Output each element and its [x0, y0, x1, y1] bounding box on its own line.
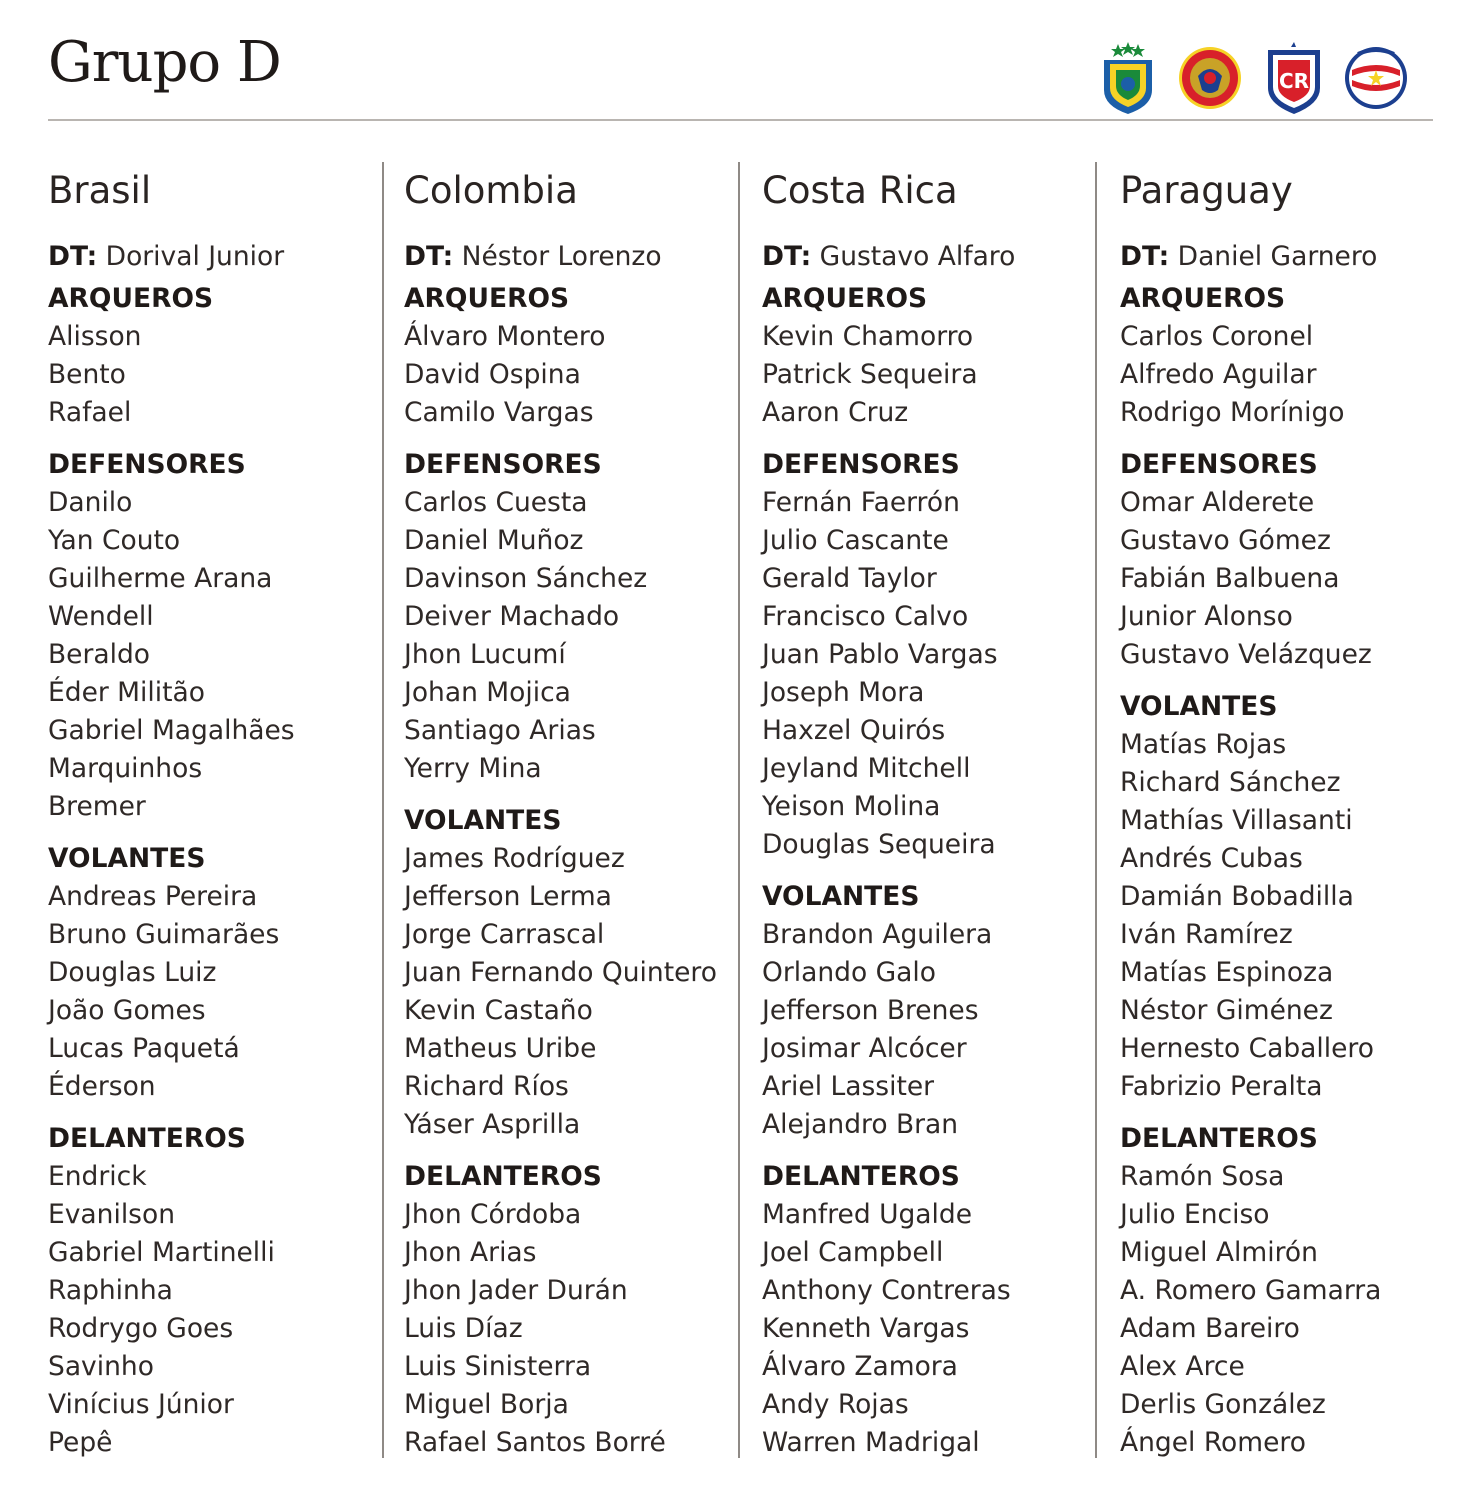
player-name: Jhon Lucumí	[404, 639, 566, 670]
player-name: Orlando Galo	[762, 957, 936, 988]
player-name: Douglas Sequeira	[762, 829, 996, 860]
player-name: Danilo	[48, 487, 133, 518]
player-name: Savinho	[48, 1351, 154, 1382]
player-name: Jhon Córdoba	[404, 1199, 582, 1230]
player-name: Bremer	[48, 791, 146, 822]
player-name: Evanilson	[48, 1199, 176, 1230]
player-name: Santiago Arias	[404, 715, 596, 746]
position-heading: DEFENSORES	[48, 449, 246, 480]
player-name: Yan Couto	[48, 525, 181, 556]
position-heading: DELANTEROS	[404, 1161, 602, 1192]
player-name: Marquinhos	[48, 753, 203, 784]
player-name: Beraldo	[48, 639, 151, 670]
team-column-brasil	[48, 168, 388, 1462]
position-heading: DELANTEROS	[1120, 1123, 1318, 1154]
team-column-paraguay	[1120, 168, 1459, 1462]
player-name: Yáser Asprilla	[404, 1109, 581, 1140]
player-name: Endrick	[48, 1161, 147, 1192]
team-column-colombia	[404, 168, 744, 1462]
player-name: Julio Enciso	[1120, 1199, 1270, 1230]
position-heading: DEFENSORES	[404, 449, 602, 480]
player-name: Kenneth Vargas	[762, 1313, 970, 1344]
position-heading: DEFENSORES	[762, 449, 960, 480]
player-name: Fabrizio Peralta	[1120, 1071, 1323, 1102]
player-name: Éderson	[48, 1071, 156, 1102]
team-name: Paraguay	[1120, 169, 1293, 212]
player-name: Gerald Taylor	[762, 563, 937, 594]
team-name: Colombia	[404, 169, 578, 212]
player-name: Jefferson Brenes	[762, 995, 979, 1026]
player-name: Hernesto Caballero	[1120, 1033, 1374, 1064]
team-name: Brasil	[48, 169, 152, 212]
player-name: Fabián Balbuena	[1120, 563, 1340, 594]
player-name: Richard Ríos	[404, 1071, 569, 1102]
player-name: Matheus Uribe	[404, 1033, 597, 1064]
player-name: Álvaro Montero	[404, 321, 606, 352]
player-name: Gabriel Martinelli	[48, 1237, 275, 1268]
coach-name: Dorival Junior	[97, 241, 285, 272]
player-name: Rodrigo Morínigo	[1120, 397, 1345, 428]
player-name: Fernán Faerrón	[762, 487, 960, 518]
player-name: David Ospina	[404, 359, 581, 390]
player-name: Bento	[48, 359, 126, 390]
coach-name: Gustavo Alfaro	[811, 241, 1016, 272]
player-name: Gustavo Gómez	[1120, 525, 1331, 556]
player-name: Adam Bareiro	[1120, 1313, 1300, 1344]
player-name: Jorge Carrascal	[404, 919, 605, 950]
player-name: Patrick Sequeira	[762, 359, 978, 390]
player-name: Jhon Arias	[404, 1237, 537, 1268]
player-name: Iván Ramírez	[1120, 919, 1293, 950]
player-name: A. Romero Gamarra	[1120, 1275, 1382, 1306]
player-name: Yerry Mina	[404, 753, 542, 784]
position-heading: ARQUEROS	[1120, 283, 1286, 314]
player-name: Álvaro Zamora	[762, 1351, 958, 1382]
player-name: Alejandro Bran	[762, 1109, 959, 1140]
player-name: Haxzel Quirós	[762, 715, 946, 746]
player-name: Aaron Cruz	[762, 397, 909, 428]
player-name: Joseph Mora	[762, 677, 925, 708]
player-name: Alisson	[48, 321, 142, 352]
player-name: João Gomes	[48, 995, 206, 1026]
coach-line	[404, 238, 744, 276]
player-name: Bruno Guimarães	[48, 919, 280, 950]
player-name: Ángel Romero	[1120, 1427, 1306, 1458]
player-name: Ramón Sosa	[1120, 1161, 1285, 1192]
player-name: Brandon Aguilera	[762, 919, 993, 950]
player-name: James Rodríguez	[404, 843, 625, 874]
coach-label: DT:	[1120, 241, 1170, 272]
player-name: Manfred Ugalde	[762, 1199, 973, 1230]
position-heading: DEFENSORES	[1120, 449, 1318, 480]
player-name: Gustavo Velázquez	[1120, 639, 1372, 670]
player-name: Julio Cascante	[762, 525, 949, 556]
player-name: Andrés Cubas	[1120, 843, 1303, 874]
player-name: Raphinha	[48, 1275, 173, 1306]
paraguay-crest-icon	[1344, 40, 1408, 116]
player-name: Wendell	[48, 601, 154, 632]
position-heading: DELANTEROS	[762, 1161, 960, 1192]
player-name: Douglas Luiz	[48, 957, 217, 988]
costa-rica-crest-icon	[1262, 40, 1326, 116]
player-name: Alex Arce	[1120, 1351, 1245, 1382]
svg-text:CR: CR	[1278, 69, 1310, 93]
player-name: Mathías Villasanti	[1120, 805, 1353, 836]
brazil-crest-icon	[1096, 40, 1160, 116]
player-name: Omar Alderete	[1120, 487, 1315, 518]
player-name: Kevin Chamorro	[762, 321, 974, 352]
position-heading: ARQUEROS	[48, 283, 214, 314]
player-name: Miguel Borja	[404, 1389, 569, 1420]
player-name: Andy Rojas	[762, 1389, 909, 1420]
player-name: Joel Campbell	[762, 1237, 944, 1268]
coach-name: Néstor Lorenzo	[453, 241, 662, 272]
player-name: Deiver Machado	[404, 601, 620, 632]
player-name: Juan Fernando Quintero	[404, 957, 717, 988]
player-name: Juan Pablo Vargas	[762, 639, 998, 670]
position-heading: ARQUEROS	[762, 283, 928, 314]
player-name: Luis Sinisterra	[404, 1351, 592, 1382]
player-name: Matías Espinoza	[1120, 957, 1334, 988]
coach-line	[762, 238, 1102, 276]
player-name: Jefferson Lerma	[404, 881, 612, 912]
coach-line	[48, 238, 388, 276]
position-heading: VOLANTES	[1120, 691, 1278, 722]
player-name: Carlos Cuesta	[404, 487, 588, 518]
player-name: Jeyland Mitchell	[762, 753, 971, 784]
team-column-costa-rica	[762, 168, 1102, 1462]
player-name: Alfredo Aguilar	[1120, 359, 1317, 390]
player-name: Junior Alonso	[1120, 601, 1293, 632]
player-name: Johan Mojica	[404, 677, 571, 708]
player-name: Vinícius Júnior	[48, 1389, 234, 1420]
player-name: Gabriel Magalhães	[48, 715, 295, 746]
player-name: Derlis González	[1120, 1389, 1326, 1420]
coach-line	[1120, 238, 1459, 276]
position-heading: VOLANTES	[48, 843, 206, 874]
position-heading: VOLANTES	[404, 805, 562, 836]
player-name: Camilo Vargas	[404, 397, 594, 428]
coach-name: Daniel Garnero	[1169, 241, 1378, 272]
coach-label: DT:	[48, 241, 98, 272]
player-name: Anthony Contreras	[762, 1275, 1011, 1306]
player-name: Francisco Calvo	[762, 601, 969, 632]
player-name: Richard Sánchez	[1120, 767, 1341, 798]
player-name: Josimar Alcócer	[762, 1033, 967, 1064]
player-name: Néstor Giménez	[1120, 995, 1333, 1026]
player-name: Lucas Paquetá	[48, 1033, 240, 1064]
page-title: Grupo D	[48, 30, 281, 95]
player-name: Miguel Almirón	[1120, 1237, 1318, 1268]
player-name: Andreas Pereira	[48, 881, 258, 912]
player-name: Guilherme Arana	[48, 563, 273, 594]
player-name: Yeison Molina	[762, 791, 941, 822]
player-name: Carlos Coronel	[1120, 321, 1314, 352]
player-name: Rodrygo Goes	[48, 1313, 234, 1344]
header-divider	[48, 119, 1433, 121]
coach-label: DT:	[404, 241, 454, 272]
player-name: Jhon Jader Durán	[404, 1275, 628, 1306]
position-heading: VOLANTES	[762, 881, 920, 912]
player-name: Pepê	[48, 1427, 113, 1458]
position-heading: DELANTEROS	[48, 1123, 246, 1154]
player-name: Luis Díaz	[404, 1313, 523, 1344]
player-name: Rafael Santos Borré	[404, 1427, 666, 1458]
coach-label: DT:	[762, 241, 812, 272]
team-name: Costa Rica	[762, 169, 958, 212]
player-name: Rafael	[48, 397, 132, 428]
player-name: Ariel Lassiter	[762, 1071, 935, 1102]
player-name: Matías Rojas	[1120, 729, 1287, 760]
player-name: Davinson Sánchez	[404, 563, 648, 594]
player-name: Warren Madrigal	[762, 1427, 980, 1458]
colombia-crest-icon	[1178, 40, 1242, 116]
player-name: Kevin Castaño	[404, 995, 593, 1026]
player-name: Daniel Muñoz	[404, 525, 584, 556]
player-name: Éder Militão	[48, 677, 205, 708]
player-name: Damián Bobadilla	[1120, 881, 1354, 912]
position-heading: ARQUEROS	[404, 283, 570, 314]
